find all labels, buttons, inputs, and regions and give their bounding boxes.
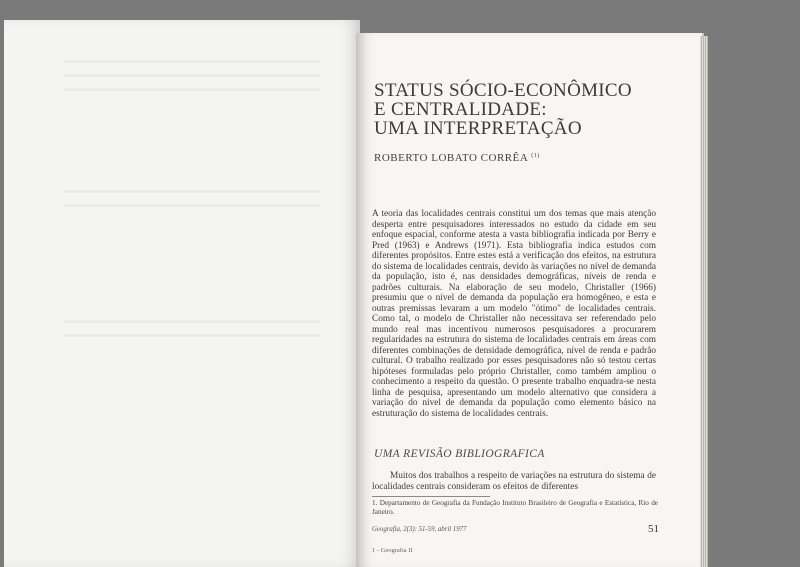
page-stack-edge [700, 36, 708, 567]
bleed-through-line [64, 88, 320, 91]
printer-signature-mark: 1 - Geografia II [372, 547, 413, 554]
footnote: 1. Departamento de Geografia da Fundação Instituto Brasileiro de Geografia e Estatística, Rio de Janeiro. [372, 499, 658, 516]
footnote-divider [372, 496, 490, 497]
left-page-show-through [4, 20, 360, 567]
intro-paragraph: A teoria das localidades centrais constitui um dos temas que mais atenção desperta entre pesquisadores interessados no estudo da cidade em seu enfoque espacial, conforme atesta a vasta bibliografia indicada por Berry e Pred (1963) e Andrews (1971). Esta bibliografia indica estudos com diferentes propósitos. Entre estes está a verificação dos efeitos, na estrutura do sistema de localidades centrais, devido às variações no nível de demanda da população, isto é, nas densidades demográficas, níveis de renda e padrões culturais. Na elaboração de seu modelo, Christaller (1966) presumiu que o nível de demanda da população era homogêneo, e esta e outras premissas levaram a um modelo "ótimo" de localidades centrais. Como tal, o modelo de Christaller não necessitava ser referendado pelo mundo real mas incentivou numerosos pesquisadores a procurarem regularidades na estrutura do sistema de localidades centrais em áreas com diferentes combinações de densidade demográfica, nível de renda e padrão cultural. O trabalho realizado por esses pesquisadores não só testou certas hipóteses formuladas pelo próprio Christaller, como também ampliou o conhecimento a respeito da questão. O presente trabalho enquadra-se nesta linha de pesquisa, apresentando um modelo alternativo que considera a variação do nível de demanda da população como elemento básico na estruturação do sistema de localidades centrais. [372, 209, 656, 419]
title-line: STATUS SÓCIO-ECONÔMICO [374, 80, 632, 101]
bleed-through-line [64, 74, 320, 77]
author-footnote-marker: (1) [531, 153, 540, 159]
author-name: ROBERTO LOBATO CORRÊA [374, 152, 529, 164]
bleed-through-line [64, 204, 320, 207]
article-title [374, 81, 632, 138]
title-line: E CENTRALIDADE: [374, 99, 547, 120]
bleed-through-line [64, 320, 320, 323]
author-line [374, 152, 540, 164]
section-paragraph: Muitos dos trabalhos a respeito de variações na estrutura do sistema de localidades centrais consideram os efeitos de diferentes [372, 471, 656, 492]
bleed-through-line [64, 60, 320, 63]
journal-reference: Geografia, 2(3): 51-59, abril 1977 [372, 526, 467, 533]
section-heading: UMA REVISÃO BIBLIOGRAFICA [374, 448, 545, 460]
bleed-through-line [64, 334, 320, 337]
page-number: 51 [648, 523, 659, 535]
article-page [356, 33, 702, 567]
bleed-through-line [64, 190, 320, 193]
title-line: UMA INTERPRETAÇÃO [374, 118, 582, 139]
